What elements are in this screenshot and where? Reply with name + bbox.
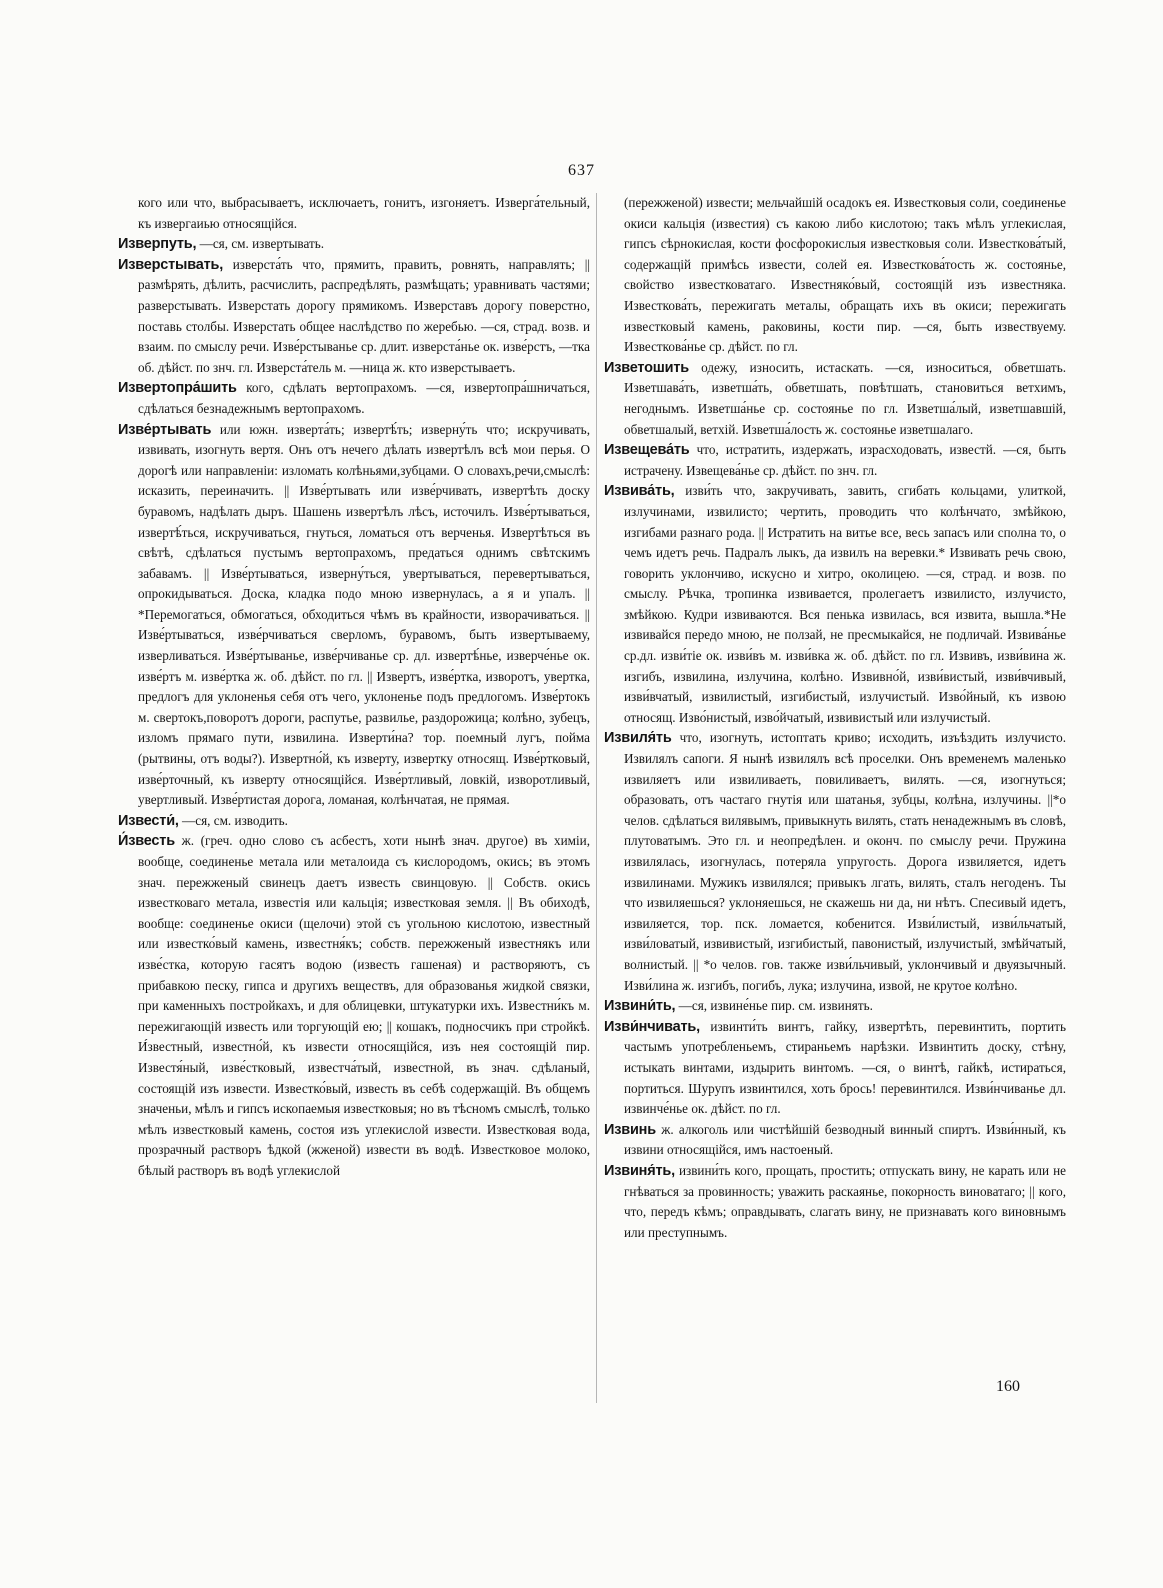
entry-headword: Изве́ртывать <box>118 421 212 438</box>
entry-headword: Извиля́ть <box>604 730 672 747</box>
entry-headword: Извива́ть, <box>604 483 675 500</box>
entry-definition: —ся, извине́нье пир. см. извинять. <box>678 998 873 1014</box>
dictionary-entry <box>604 440 1066 481</box>
dictionary-entry <box>604 728 1066 996</box>
dictionary-entry <box>118 831 590 1181</box>
entry-definition: изви́ть что, закручивать, завить, сгибать кольцами, улиткой, излучинами, извилисто; чертить, проводить что колѣнчато, змѣйкою, изгибами разнаго рода. || Истратить на витье все, весь запасъ или сполна то, о чемъ идетъ речь. Падралъ лыкъ, да извилъ на веревки.* Извивать речь свою, говорить уклончиво, искусно и хитро, околицею. —ся, страд. и возв. по смыслу. Рѣчка, тропинка извивается, пролегаетъ извилисто, излучисто, змѣйкою. Кудри извиваются. Вся пенька извилась, вся извита, вышла.*Не извивайся передо мною, не ползай, не пресмыкайся, не подличай. Извива́нье ср.дл. изви́тіе ок. изви́въ м. изви́вка ж. об. дѣйст. по гл. Извивъ, изви́вина ж. изгибъ, извилина, излучина, колѣно. Извивно́й, изви́вистый, изви́вчивый, изви́вчатый, извилистый, изгибистый, излучистый. Изво́йный, къ извою относящ. Изво́нистый, изво́йчатый, извивистый или излучистый. <box>624 483 1067 725</box>
entry-definition: —ся, см. изводить. <box>182 812 288 828</box>
sheet-mark: 160 <box>996 1378 1020 1395</box>
entry-headword: Извинь <box>604 1121 656 1138</box>
entry-definition: кого или что, выбрасываетъ, исключаетъ, гонитъ, изгоняетъ. Изверга́тельный, къ извергаиью относящійся. <box>138 195 590 231</box>
dictionary-entry <box>118 234 590 255</box>
dictionary-entry <box>604 996 1066 1017</box>
left-column <box>118 193 590 1182</box>
entry-definition: (пережженой) извести; мельчайшій осадокъ ея. Известковыя соли, соединенье окиси кальція (известия) съ какою либо кислотою; такъ мѣлъ углекислая, гипсъ сѣрнокислая, кости фосфорокислыя известковыя соли. Известкова́тый, содержащій примѣсь извести, солей ея. Известкова́тость ж. состоянье, свойство известковатаго. Известняко́вый, состоящій изъ известняка. Известкова́ть, пережигать металы, обращать ихъ въ окиси; пережигать известковый камень, раковины, кости пир. —ся, быть извествуему. Известкова́нье ср. дѣйст. по гл. <box>624 195 1066 355</box>
entry-definition: что, изогнуть, истоптать криво; исходить, изъѣздить излучисто. Извилялъ сапоги. Я нынѣ извилялъ всѣ проселки. Онъ временемъ маленько извиляетъ или извиливаеть, повиливаетъ, вилять. —ся, изогнуться; образовать, отъ частаго гнутія или шатанья, зубцы, колѣна, излучины. ||*о челов. сдѣлаться вилявымъ, привыкнуть вилять, стать ненадежнымъ въ словѣ, плутоватымъ. Это гл. и неопредѣлен. и оконч. по смыслу речи. Пружина извилялась, изогнулась, потеряла упругость. Дорога извиляется, идетъ извилинами. Мужикъ извилялся; привыкъ лгать, вилять, сталъ негоденъ. Ты что извиляешься? уклоняешься, не скажешь ни да, ни нѣтъ. Спесивый идетъ, извиляется, тор. пск. ломается, кобенится. Изви́листый, изви́льчатый, изви́ловатый, извивистый, изгибистый, павонистый, излучистый, змѣйчатый, волнистый. || *о челов. гов. также изви́льчивый, уклончивый и двуязычный. Изви́лина ж. изгибъ, погибъ, лука; излучина, извой, не крутое колѣно. <box>624 730 1067 993</box>
right-column <box>604 193 1066 1243</box>
dictionary-entry <box>118 811 590 832</box>
entry-headword: Изверстывать, <box>118 256 224 273</box>
page-number: 637 <box>568 162 595 179</box>
entry-headword: Извести́, <box>118 812 179 829</box>
entry-definition: что, истратить, издержать, израсходовать, известй. —ся, быть истрачену. Извещева́нье ср. дѣйст. по знч. гл. <box>624 442 1067 478</box>
dictionary-entry <box>118 193 590 234</box>
column-divider <box>596 193 597 1403</box>
dictionary-entry <box>118 420 590 811</box>
entry-definition: —ся, см. извертывать. <box>199 236 325 252</box>
dictionary-entry <box>604 481 1066 728</box>
dictionary-entry <box>604 1120 1066 1161</box>
entry-headword: Извиня́ть, <box>604 1162 675 1179</box>
entry-definition: одежу, износить, истаскать. —ся, износиться, обветшать. Изветшава́ть, изветша́ть, обветшать, повѣтшать, становиться ветхимъ, негоднымъ. Изветша́нье ср. состоянье по гл. Изветша́лый, изветшавшій, обветшалый, ветхій. Изветша́лость ж. состоянье изветшалаго. <box>624 359 1067 437</box>
entry-definition: или южн. изверта́ть; извертѣ́ть; изверну́ть что; искручивать, извивать, изогнуть вертя. Онъ отъ нечего дѣлать извертѣлъ всѣ мои перья. О дорогѣ или направленіи: изломать колѣньями,зубцами. О словахъ,речи,смыслѣ: исказить, переиначить. || Изве́ртывать или изве́рчивать, извертѣть доску буравомъ, надѣлать дыръ. Шашень извертѣлъ лѣсъ, источилъ. Изве́ртываться, извертѣ́ться, искручиваться, гнуться, ломаться отъ верченья. Извертѣться въ свѣтѣ, сдѣлаться пустымъ вертопрахомъ, предаться однимъ свѣтскимъ забавамъ. || Изве́ртываться, изверну́ться, увертываться, перевертываться, опрокидываться. Доска, кладка подо мною извернулась, а я и упалъ. || *Перемогаться, обмогаться, обходиться чѣмъ въ крайности, изворачиваться. || Изве́ртываться, изве́рчиваться сверломъ, буравомъ, быть извертываему, изверливаться. Изве́ртыванье, изве́рчиванье ср. дл. извертѣ́нье, изверче́нье ок. изве́ртъ м. изве́ртка ж. об. дѣйст. по гл. || Извертъ, изве́ртка, изворотъ, увертка, предлогъ для уклоненья себя отъ чего, уклоненье подъ предлогомъ. Изве́ртокъ м. свертокъ,поворотъ дороги, распутье, развилье, раздорожица; колѣно, зубецъ, изломъ прямаго пути, извилина. Изверти́на? тор. поемный лугъ, пойма (рытвины, отъ воды?). Извертно́й, къ изверту, извертку относящ. Изве́ртковый, изве́рточный, къ изверту относящійся. Изве́ртливый, ловкій, изворотливый, увертливый. Изве́ртистая дорога, ломаная, колѣнчатая, не прямая. <box>138 421 590 808</box>
dictionary-entry <box>604 193 1066 358</box>
entry-headword: Извещева́ть <box>604 442 690 459</box>
entry-headword: Изветошить <box>604 359 690 376</box>
entry-definition: ж. алкоголь или чистѣйшій безводный винный спиртъ. Изви́нный, къ извини относящійся, имъ настоеный. <box>624 1121 1066 1158</box>
entry-definition: ж. (греч. одно слово съ асбестъ, хоти нынѣ знач. другое) въ химіи, вообще, соединенье метала или металоида съ кислородомъ, окись; въ этомъ знач. пережженый свинецъ даетъ известь свинцовую. || Собств. окись известковаго метала, известія или кальція; известковая земля. || Въ обиходѣ, вообще: соединенье окиси (щелочи) этой съ угольною кислотою, известный или известко́вый камень, известня́къ; собств. пережженый известнякъ или изве́стка, которую гасятъ водою (известь гашеная) и растворяютъ, съ прибавкою песку, гипса и другихъ веществъ, для образованья жидкой связки, при каменныхъ постройкахъ, и для облицевки, штукатурки ихъ. Известни́къ м. пережигающій известь или торгующій ею; || кошакъ, подносчикъ при стройкѣ. И́звестный, известно́й, къ извести относящійся, изъ нея состоящій пир. Известя́ный, изве́стковый, известча́тый, известной, въ знач. сдѣланый, состоящій изъ извести. Известко́вый, известь въ себѣ содержащій. Въ общемъ значеньи, мѣлъ и гипсъ ископаемыя известковыя; но въ тѣсномъ смыслѣ, только мѣлъ известковый камень, состоя изъ углекислой извести. Известковая вода, прозрачный растворъ ѣдкой (жженой) извести въ водѣ. Известковое молоко, бѣлый растворъ въ водѣ углекислой <box>138 833 590 1178</box>
entry-definition: извини́ть кого, прощать, простить; отпускать вину, не карать или не гнѣваться за провинность; уважить раскаянье, покорность виноватаго; || кого, что, передъ кѣмъ; оправдывать, слагать вину, не признавать кого виновнымъ или преступнымъ. <box>624 1162 1066 1240</box>
entry-headword: Изверпуть, <box>118 236 197 253</box>
entry-headword: Извертопра́шить <box>118 380 237 397</box>
dictionary-entry <box>604 1017 1066 1120</box>
entry-definition: извинти́ть винтъ, гайку, извертѣть, перевинтить, портить частымъ употребленьемъ, стираньемъ нарѣзки. Извинтить доску, стѣну, истыкать винтами, издырить винтомъ. —ся, о винтѣ, гайкѣ, истираться, портиться. Шурупъ извинтился, хоть брось! перевинтился. Изви́нчиванье дл. извинче́нье ок. дѣйст. по гл. <box>624 1018 1066 1117</box>
entry-headword: И́звесть <box>118 833 175 850</box>
dictionary-entry <box>118 255 590 379</box>
entry-definition: кого, сдѣлать вертопрахомъ. —ся, извертопра́шничаться, сдѣлаться безнадежнымъ вертопрахомъ. <box>138 380 590 416</box>
entry-headword: Извини́ть, <box>604 998 676 1015</box>
entry-headword: Изви́нчивать, <box>604 1018 700 1035</box>
dictionary-entry <box>604 358 1066 440</box>
entry-definition: изверста́ть что, прямить, править, ровнять, направлять; || размѣрять, дѣлить, расчислить, распредѣлять, размѣщать; уравнивать частями; разверстывать. Изверстать дорогу прямикомъ. Изверставъ дорогу поверстно, поставь столбы. Изверстать общее наслѣдство по жеребью. —ся, страд. возв. и взаим. по смыслу речи. Изве́рстыванье ср. длит. изверста́нье ок. изве́рстъ, —тка об. дѣйст. по знч. гл. Изверста́тель м. —ница ж. кто изверстываетъ. <box>138 256 591 375</box>
dictionary-entry <box>604 1161 1066 1243</box>
dictionary-entry <box>118 378 590 419</box>
